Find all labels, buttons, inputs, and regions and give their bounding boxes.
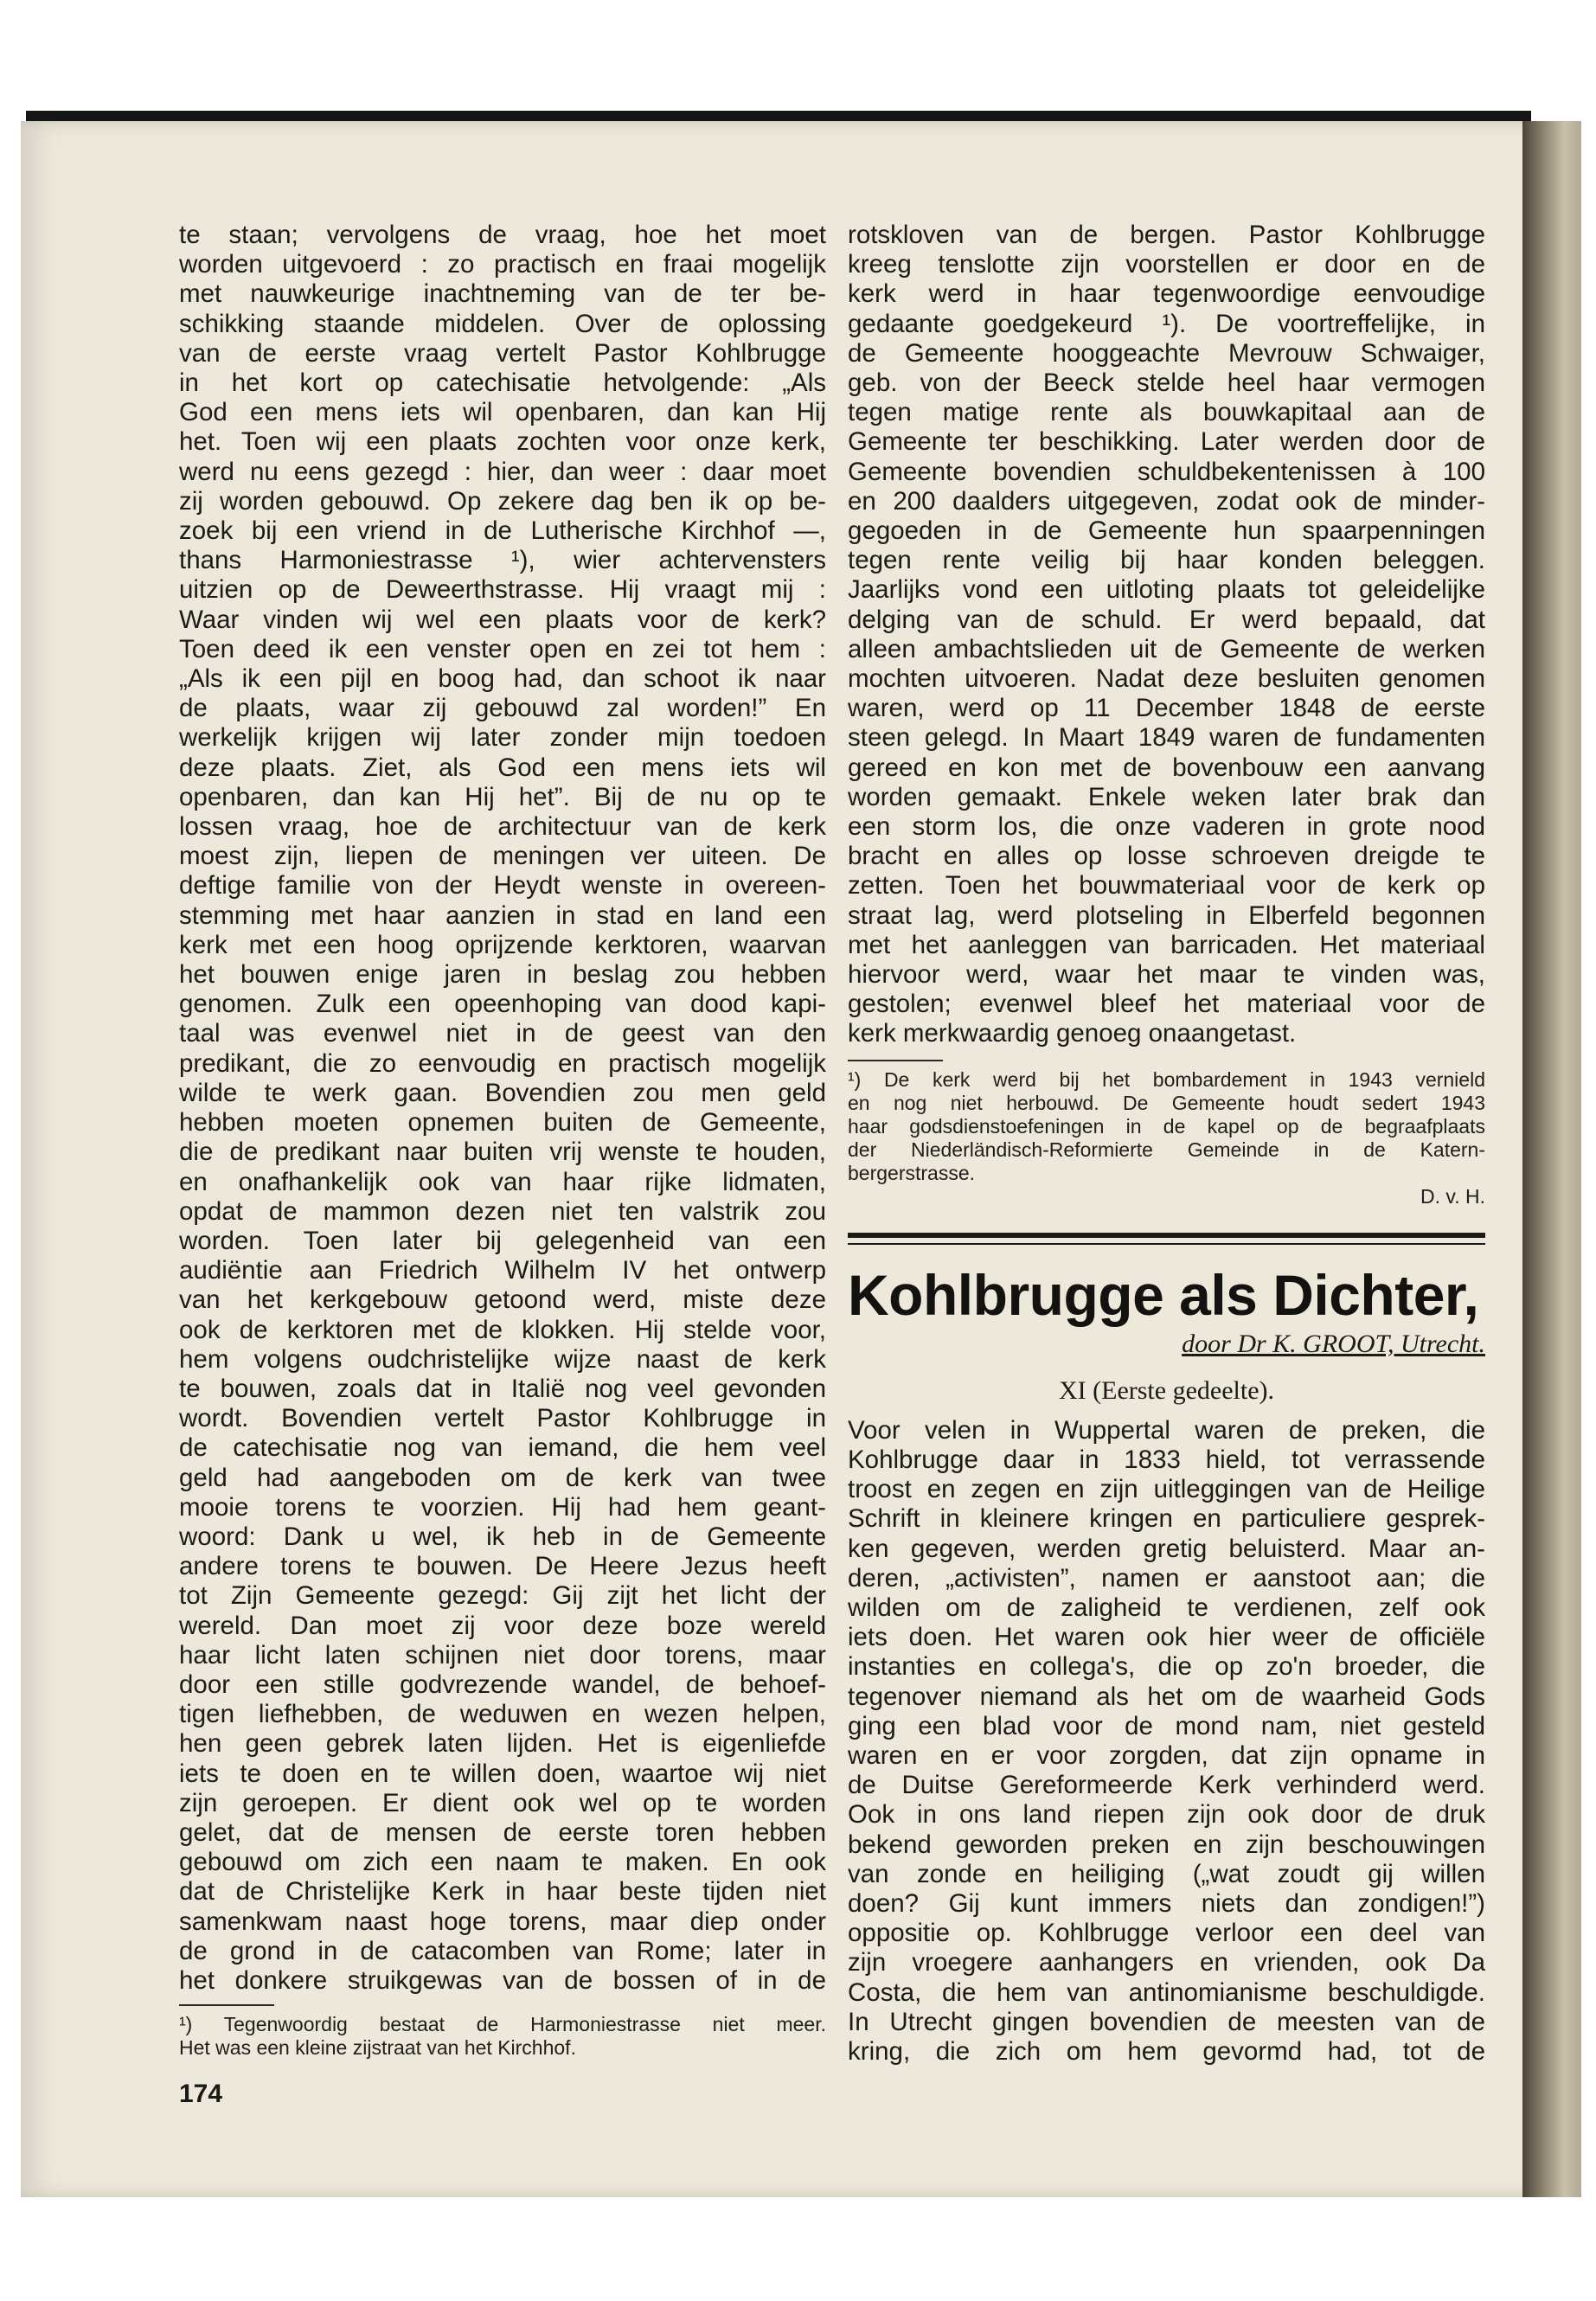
text-line: haar godsdienstoefeningen in de kapel op de begraafplaats xyxy=(848,1114,1485,1138)
text-line: tegenover niemand als het om de waarheid Gods xyxy=(848,1682,1485,1711)
text-line: Toen deed ik een venster open en zei tot hem : xyxy=(179,634,826,663)
right-footnote xyxy=(848,1068,1485,1185)
text-line: geld had aangeboden om de kerk van twee xyxy=(179,1463,826,1492)
text-line: gereed en kon met de bovenbouw een aanvang xyxy=(848,753,1485,782)
text-line: van de eerste vraag vertelt Pastor Kohlbrugge xyxy=(179,338,826,368)
text-line: Costa, die hem van antinomianisme beschuldigde. xyxy=(848,1977,1485,2007)
text-line: wordt. Bovendien vertelt Pastor Kohlbrugge in xyxy=(179,1404,826,1433)
text-line: zijn vroegere aanhangers en vrienden, ook Da xyxy=(848,1948,1485,1977)
text-line: kerk merkwaardig genoeg onaangetast. xyxy=(848,1019,1297,1048)
text-line: kreeg tenslotte zijn voorstellen er door en de xyxy=(848,250,1485,279)
text-line: worden gemaakt. Enkele weken later brak dan xyxy=(848,782,1485,811)
text-line: Ook in ons land riepen zijn ook door de druk xyxy=(848,1800,1485,1830)
text-line: oppositie op. Kohlbrugge verloor een deel van xyxy=(848,1919,1485,1948)
right-column xyxy=(848,221,1485,2067)
text-line: de Duitse Gereformeerde Kerk verhinderd werd. xyxy=(848,1771,1485,1800)
text-line: en nog niet herbouwd. De Gemeente houdt sedert 1943 xyxy=(848,1091,1485,1114)
text-line: worden. Toen later bij gelegenheid van een xyxy=(179,1226,826,1255)
text-line: bergerstrasse. xyxy=(848,1161,976,1184)
page-top-rule xyxy=(26,111,1531,121)
text-line: thans Harmoniestrasse ¹), wier achtervensters xyxy=(179,546,826,575)
text-line: opdat de mammon dezen niet ten valstrik zou xyxy=(179,1196,826,1226)
text-line: lossen vraag, hoe de architectuur van de kerk xyxy=(179,812,826,842)
left-column xyxy=(179,221,826,2060)
text-line: Waar vinden wij wel een plaats voor de kerk? xyxy=(179,605,826,634)
text-line: doen? Gij kunt immers niets dan zondigen!”) xyxy=(848,1888,1485,1918)
text-line: iets te doen en te willen doen, waartoe wij niet xyxy=(179,1759,826,1788)
text-line: woord: Dank u wel, ik heb in de Gemeente xyxy=(179,1522,826,1551)
text-line: delging van de schuld. Er werd bepaald, dat xyxy=(848,605,1485,634)
text-line: en 200 daalders uitgegeven, zodat ook de minder- xyxy=(848,486,1485,516)
right-column-text xyxy=(848,221,1485,1049)
article-title: Kohlbrugge als Dichter, xyxy=(848,1262,1479,1327)
text-line: deftige familie von der Heydt wenste in overeen- xyxy=(179,871,826,901)
text-line: deren, „activisten”, namen er aanstoot aan; die xyxy=(848,1563,1485,1593)
text-line: hiervoor werd, waar het maar te vinden was, xyxy=(848,960,1485,990)
text-line: schikking staande middelen. Over de oplossing xyxy=(179,309,826,338)
text-line: mochten uitvoeren. Nadat deze besluiten genomen xyxy=(848,664,1485,694)
text-line: werkelijk krijgen wij later zonder mijn toedoen xyxy=(179,723,826,753)
text-line: Voor velen in Wuppertal waren de preken, die xyxy=(848,1415,1485,1445)
right-footnote-rule xyxy=(848,1060,943,1061)
text-line: wilden om de zaligheid te verdienen, zelf ook xyxy=(848,1593,1485,1622)
text-line: samenkwam naast hoge torens, maar diep onder xyxy=(179,1907,826,1936)
text-line: de Gemeente hooggeachte Mevrouw Schwaiger, xyxy=(848,338,1485,368)
text-line: het. Toen wij een plaats zochten voor onze kerk, xyxy=(179,427,826,457)
text-line: kring, die zich om hem gevormd had, tot de xyxy=(848,2036,1485,2066)
text-line: straat lag, werd plotseling in Elberfeld begonnen xyxy=(848,901,1485,930)
text-line: een storm los, die onze vaderen in grote nood xyxy=(848,812,1485,842)
text-line: die de predikant naar buiten vrij wenste te houden, xyxy=(179,1138,826,1167)
text-line: gebouwd om zich een naam te maken. En ook xyxy=(179,1848,826,1877)
text-line: Het was een kleine zijstraat van het Kirchhof. xyxy=(179,2036,576,2060)
text-line: Kohlbrugge daar in 1833 hield, tot verrassende xyxy=(848,1445,1485,1474)
text-line: bekend geworden preken en zijn beschouwingen xyxy=(848,1830,1485,1859)
text-line: zoek bij een vriend in de Lutherische Kirchhof —, xyxy=(179,516,826,546)
left-footnote xyxy=(179,2013,826,2060)
article-byline: door Dr K. GROOT, Utrecht. xyxy=(1182,1329,1485,1358)
text-line: haar licht laten schijnen niet door torens, maar xyxy=(179,1640,826,1670)
text-line: andere torens te bouwen. De Heere Jezus heeft xyxy=(179,1552,826,1581)
text-line: het bouwen enige jaren in beslag zou hebben xyxy=(179,960,826,990)
text-line: audiëntie aan Friedrich Wilhelm IV het ontwerp xyxy=(179,1256,826,1285)
text-line: hem volgens oudchristelijke wijze naast de kerk xyxy=(179,1344,826,1374)
text-line: uitzien op de Deweerthstrasse. Hij vraagt mij : xyxy=(179,575,826,605)
text-line: moest zijn, liepen de meningen ver uiteen. De xyxy=(179,842,826,871)
text-line: God een mens iets wil openbaren, dan kan Hij xyxy=(179,398,826,427)
text-line: taal was evenwel niet in de geest van den xyxy=(179,1019,826,1048)
article-body xyxy=(848,1416,1485,2067)
text-line: in het kort op catechisatie hetvolgende: „Als xyxy=(179,369,826,398)
text-line: gestolen; evenwel bleef het materiaal voor de xyxy=(848,990,1485,1019)
text-line: door een stille godvrezende wandel, de behoef- xyxy=(179,1670,826,1699)
text-line: ken gegeven, werden gretig beluisterd. Maar an- xyxy=(848,1534,1485,1563)
text-line: Gemeente ter beschikking. Later werden door de xyxy=(848,427,1485,457)
text-line: tegen matige rente als bouwkapitaal aan de xyxy=(848,398,1485,427)
section-divider-thick xyxy=(848,1233,1485,1238)
text-line: alleen ambachtslieden uit de Gemeente de werken xyxy=(848,634,1485,663)
text-line: de plaats, waar zij gebouwd zal worden!” En xyxy=(179,694,826,723)
text-line: Jaarlijks vond een uitloting plaats tot geleidelijke xyxy=(848,575,1485,605)
article-part-heading: XI (Eerste gedeelte). xyxy=(1058,1375,1275,1405)
left-footnote-rule xyxy=(179,2004,274,2006)
text-line: van het kerkgebouw getoond werd, miste deze xyxy=(179,1285,826,1315)
text-line: kerk met een hoog oprijzende kerktoren, waarvan xyxy=(179,930,826,959)
text-line: ook de kerktoren met de klokken. Hij stelde voor, xyxy=(179,1315,826,1344)
text-line: wilde te werk gaan. Bovendien zou men geld xyxy=(179,1078,826,1107)
text-line: Schrift in kleinere kringen en particuliere gesprek- xyxy=(848,1504,1485,1534)
text-line: waren en er voor zorgden, dat zijn opname in xyxy=(848,1740,1485,1770)
right-footnote-signature-line xyxy=(848,1185,1485,1208)
text-line: werd nu eens gezegd : hier, dan weer : daar moet xyxy=(179,457,826,486)
text-line: het donkere struikgewas van de bossen of in de xyxy=(179,1965,826,1995)
text-line: openbaren, dan kan Hij het”. Bij de nu op te xyxy=(179,782,826,811)
text-line: In Utrecht gingen bovendien de meesten van de xyxy=(848,2007,1485,2036)
text-line: en onafhankelijk ook van haar rijke lidmaten, xyxy=(179,1167,826,1196)
text-line: deze plaats. Ziet, als God een mens iets wil xyxy=(179,753,826,782)
text-line: waren, werd op 11 December 1848 de eerste xyxy=(848,694,1485,723)
text-line: zetten. Toen het bouwmateriaal voor de kerk op xyxy=(848,871,1485,901)
text-line: te staan; vervolgens de vraag, hoe het moet xyxy=(179,221,826,249)
text-line: mooie torens te voorzien. Hij had hem geant- xyxy=(179,1492,826,1522)
text-line: tot Zijn Gemeente gezegd: Gij zijt het licht der xyxy=(179,1581,826,1611)
text-line: met nauwkeurige inachtneming van de ter be- xyxy=(179,279,826,309)
text-line: genomen. Zulk een opeenhoping van dood kapi- xyxy=(179,990,826,1019)
text-line: worden uitgevoerd : zo practisch en fraai mogelijk xyxy=(179,250,826,279)
footnote-signature: D. v. H. xyxy=(1420,1184,1485,1208)
text-line: kerk werd in haar tegenwoordige eenvoudige xyxy=(848,279,1485,309)
text-line: gedaante goedgekeurd ¹). De voortreffelijke, in xyxy=(848,309,1485,338)
text-line: der Niederländisch-Reformierte Gemeinde in de Katern- xyxy=(848,1138,1485,1161)
text-line: tegen rente veilig bij haar konden beleggen. xyxy=(848,546,1485,575)
text-line: zijn geroepen. Er dient ook wel op te worden xyxy=(179,1788,826,1817)
text-line: Gemeente bovendien schuldbekentenissen à 100 xyxy=(848,457,1485,486)
text-line: ging een blad voor de mond nam, niet gesteld xyxy=(848,1711,1485,1740)
text-line: gelet, dat de mensen de eerste toren hebben xyxy=(179,1817,826,1847)
text-line: de catechisatie nog van iemand, die hem veel xyxy=(179,1433,826,1463)
text-line: tigen liefhebben, de weduwen en wezen helpen, xyxy=(179,1700,826,1729)
text-line: predikant, die zo eenvoudig en practisch mogelijk xyxy=(179,1048,826,1078)
text-line: instanties en collega's, die op zo'n broeder, die xyxy=(848,1652,1485,1682)
text-line: de grond in de catacomben van Rome; later in xyxy=(179,1936,826,1965)
text-line: rotskloven van de bergen. Pastor Kohlbrugge xyxy=(848,221,1485,249)
text-line: hebben moeten opnemen buiten de Gemeente, xyxy=(179,1108,826,1138)
book-spine xyxy=(1522,121,1581,2197)
text-line: bracht en alles op losse schroeven dreigde te xyxy=(848,842,1485,871)
text-line: met het aanleggen van barricaden. Het materiaal xyxy=(848,930,1485,959)
text-line: ¹) Tegenwoordig bestaat de Harmoniestrasse niet meer. xyxy=(179,2013,826,2036)
page-number: 174 xyxy=(179,2080,223,2108)
text-line: dat de Christelijke Kerk in haar beste tijden niet xyxy=(179,1877,826,1907)
text-line: troost en zegen en zijn uitleggingen van de Heilige xyxy=(848,1475,1485,1504)
text-line: ¹) De kerk werd bij het bombardement in 1943 vernield xyxy=(848,1067,1485,1091)
text-line: te bouwen, zoals dat in Italië nog veel gevonden xyxy=(179,1374,826,1403)
section-divider-thin xyxy=(848,1243,1485,1245)
text-line: gegoeden in de Gemeente hun spaarpenningen xyxy=(848,516,1485,546)
text-line: geb. von der Beeck stelde heel haar vermogen xyxy=(848,369,1485,398)
text-line: „Als ik een pijl en boog had, dan schoot ik naar xyxy=(179,664,826,694)
text-line: van zonde en heiliging („wat zoudt gij willen xyxy=(848,1859,1485,1888)
text-line: wereld. Dan moet zij voor deze boze wereld xyxy=(179,1611,826,1640)
text-line: stemming met haar aanzien in stad en land een xyxy=(179,901,826,930)
text-line: iets doen. Het waren ook hier weer de officiële xyxy=(848,1623,1485,1652)
left-column-text xyxy=(179,221,826,1996)
text-line: hen geen gebrek laten lijden. Het is eigenliefde xyxy=(179,1729,826,1759)
text-line: zij worden gebouwd. Op zekere dag ben ik op be- xyxy=(179,486,826,516)
text-line: steen gelegd. In Maart 1849 waren de fundamenten xyxy=(848,723,1485,753)
